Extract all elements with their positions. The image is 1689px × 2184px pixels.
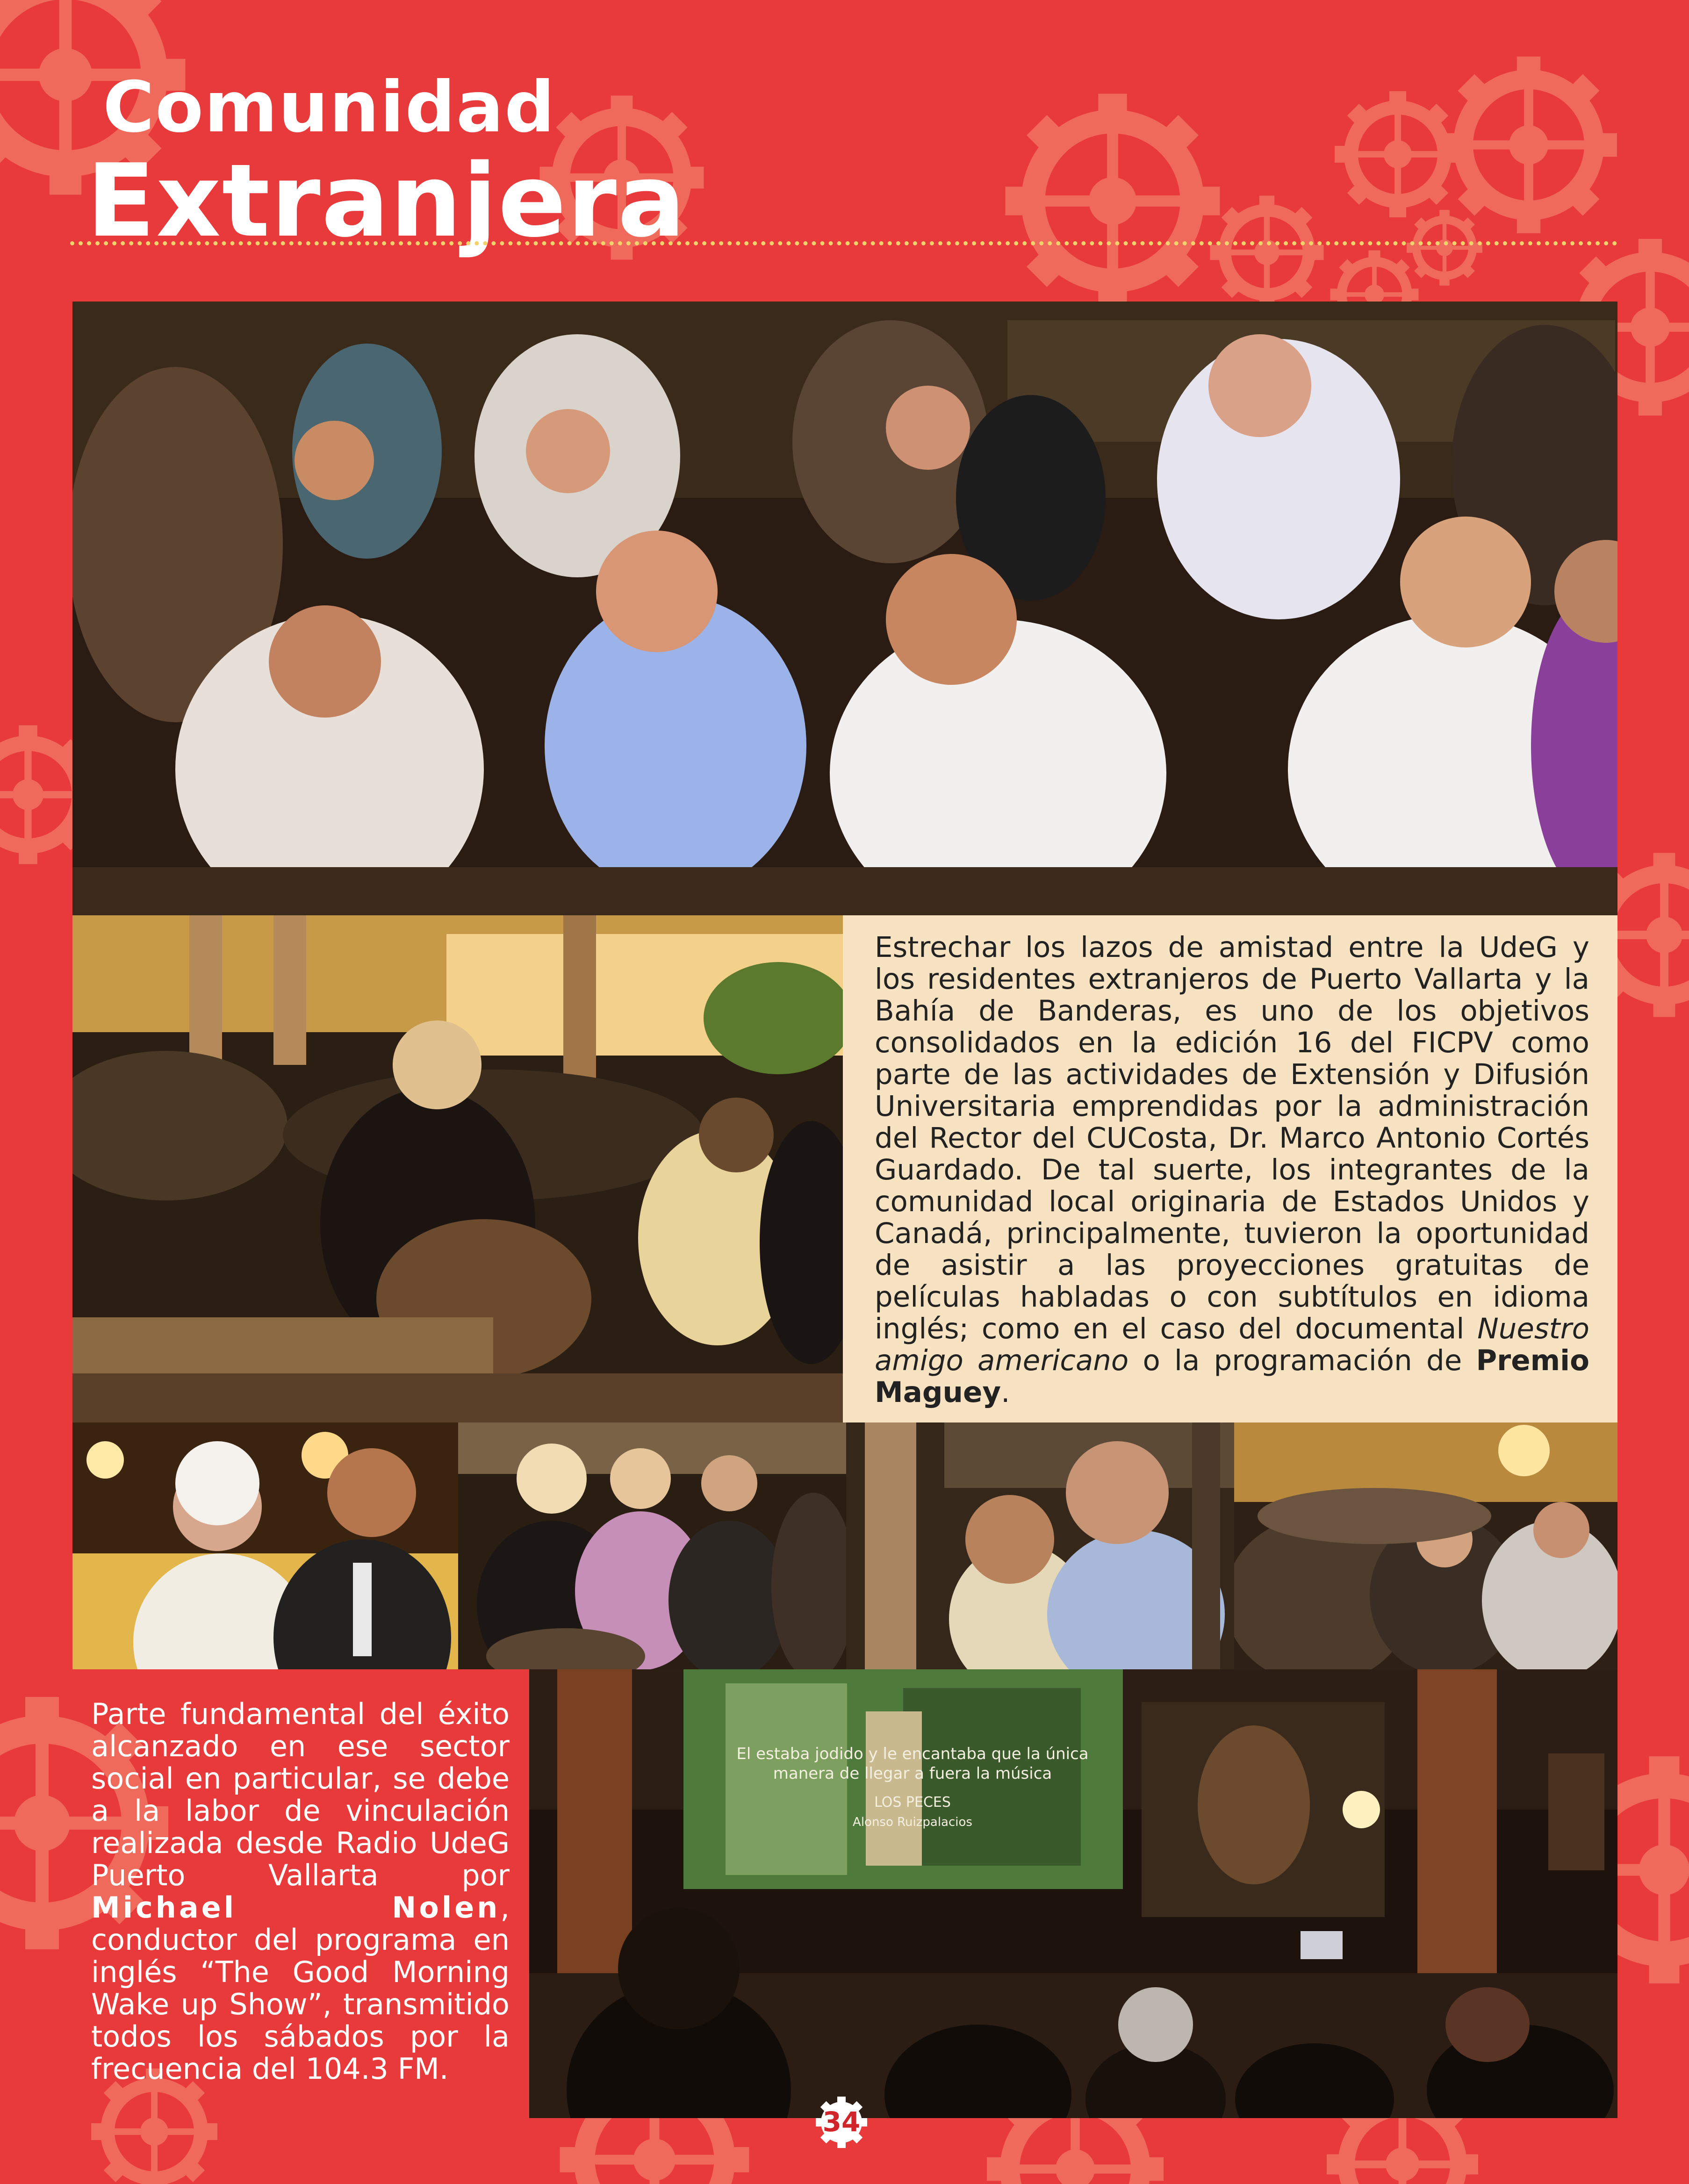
couple-photo — [72, 1422, 458, 1669]
article-paragraph: Estrechar los lazos de amistad entre la UdeG y los residentes extranjeros de Puerto Vallarta y la Bahía de Banderas, es uno de los objetivos consolidados en la edición 16 del FICPV como parte de las actividades de Extensión y Difusión Universitaria emprendidas por la administración del Rector del CUCosta, Dr. Marco Antonio Cortés Guardado. De tal suerte, los integrantes de la comunidad local originaria de Estados Unidos y Canadá, principalmente, tuvieron la oportunidad de asistir a las proyecciones gratuitas de películas habladas o con subtítulos en idioma inglés; como en el caso del documental Nuestro amigo americano o la programación de Premio Maguey. — [875, 931, 1589, 1409]
crowd-photo — [1234, 1422, 1617, 1669]
article-text-panel — [843, 915, 1617, 1422]
outdoor-screening-photo — [529, 1669, 1617, 2118]
subtitle-line-2: manera de llegar a fuera la música — [773, 1764, 1052, 1783]
plaza-audience-photo — [72, 915, 843, 1422]
title-line-1: Comunidad — [103, 67, 556, 148]
seated-audience-photo — [458, 1422, 846, 1669]
screen-subtitles — [702, 1744, 1123, 1832]
subtitle-line-1: El estaba jodido y le encantaba que la única — [736, 1745, 1089, 1763]
film-credit-title: LOS PECES — [874, 1794, 951, 1810]
title-line-2: Extranjera — [86, 142, 687, 259]
dotted-rule — [70, 241, 1617, 245]
men-watching-photo — [846, 1422, 1234, 1669]
film-title: Nuestro amigo americano — [875, 1312, 1589, 1377]
radio-udeg-text — [91, 1698, 510, 2085]
radio-paragraph: Parte fundamental del éxito alcanzado en ese sector social en particular, se debe a la labor de vinculación realizada desde Radio UdeG Puerto Vallarta por Michael Nolen, conductor del programa en inglés “The Good Morning Wake up Show”, transmitido todos los sábados por la frecuencia del 104.3 FM. — [91, 1697, 510, 2086]
section-title — [86, 67, 687, 259]
page-number: 34 — [822, 2106, 861, 2138]
award-name: Premio Maguey — [875, 1344, 1589, 1409]
film-credit-name: Alonso Ruizpalacios — [853, 1815, 972, 1829]
host-name: Michael Nolen — [91, 1890, 501, 1925]
main-audience-photo — [72, 302, 1617, 915]
page-number-badge — [816, 2097, 867, 2148]
